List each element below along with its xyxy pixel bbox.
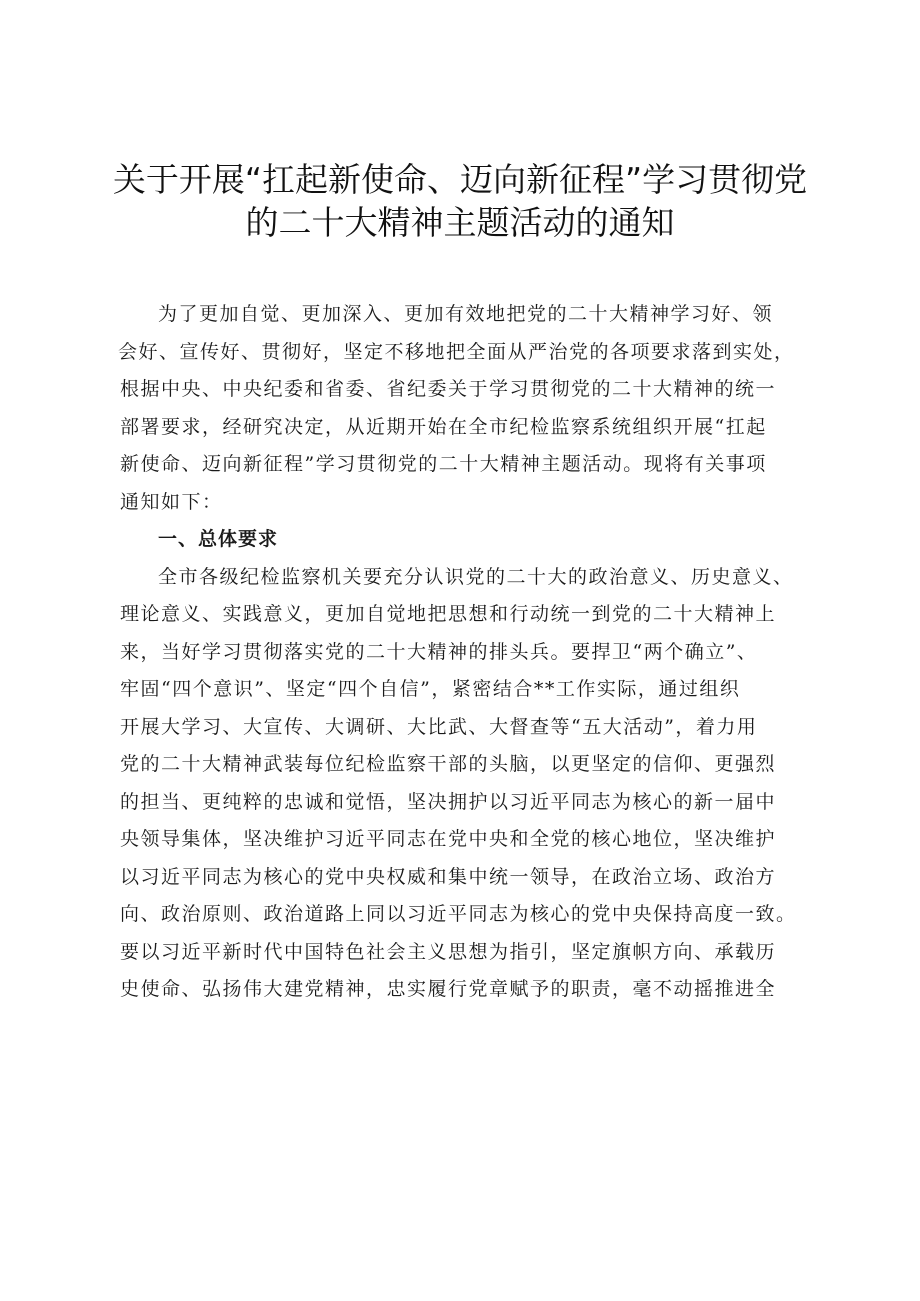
section-line: 向、政治原则、政治道路上同以习近平同志为核心的党中央保持高度一致。 (120, 903, 797, 925)
document-title (0, 158, 920, 244)
section-line: 以习近平同志为核心的党中央权威和集中统一领导，在政治立场、政治方 (120, 865, 777, 888)
title-line-1: 关于开展“扛起新使命、迈向新征程”学习贯彻党 (112, 160, 808, 199)
intro-line: 为了更加自觉、更加深入、更加有效地把党的二十大精神学习好、领 (158, 303, 774, 325)
section-line: 理论意义、实践意义，更加自觉地把思想和行动统一到党的二十大精神上 (120, 603, 777, 625)
intro-line: 部署要求，经研究决定，从近期开始在全市纪检监察系统组织开展“扛起 (120, 415, 767, 438)
title-line-2: 的二十大精神主题活动的通知 (245, 203, 675, 242)
section-line: 全市各级纪检监察机关要充分认识党的二十大的政治意义、历史意义、 (158, 565, 794, 588)
section-heading: 一、总体要求 (158, 528, 279, 550)
section-line: 的担当、更纯粹的忠诚和觉悟，坚决拥护以习近平同志为核心的新一届中 (120, 790, 777, 813)
section-line: 史使命、弘扬伟大建党精神，忠实履行党章赋予的职责，毫不动摇推进全 (120, 978, 777, 1000)
intro-line: 新使命、迈向新征程”学习贯彻党的二十大精神主题活动。现将有关事项 (120, 453, 767, 475)
section-line: 要以习近平新时代中国特色社会主义思想为指引，坚定旗帜方向、承载历 (120, 940, 777, 963)
section-line: 央领导集体，坚决维护习近平同志在党中央和全党的核心地位，坚决维护 (120, 828, 777, 850)
document-body (120, 296, 826, 1009)
intro-line: 根据中央、中央纪委和省委、省纪委关于学习贯彻党的二十大精神的统一 (120, 378, 777, 400)
intro-line: 通知如下： (120, 490, 223, 513)
section-line: 党的二十大精神武装每位纪检监察干部的头脑，以更坚定的信仰、更强烈 (120, 753, 777, 775)
section-line: 来，当好学习贯彻落实党的二十大精神的排头兵。要捍卫“两个确立”、 (120, 640, 758, 663)
section-line: 牢固“四个意识”、坚定“四个自信”，紧密结合**工作实际，通过组织 (120, 678, 741, 700)
intro-paragraph (120, 296, 826, 521)
intro-line: 会好、宣传好、贯彻好，坚定不移地把全面从严治党的各项要求落到实处， (118, 340, 795, 363)
section-line: 开展大学习、大宣传、大调研、大比武、大督查等“五大活动”，着力用 (120, 715, 758, 738)
section-paragraph (120, 559, 826, 1009)
